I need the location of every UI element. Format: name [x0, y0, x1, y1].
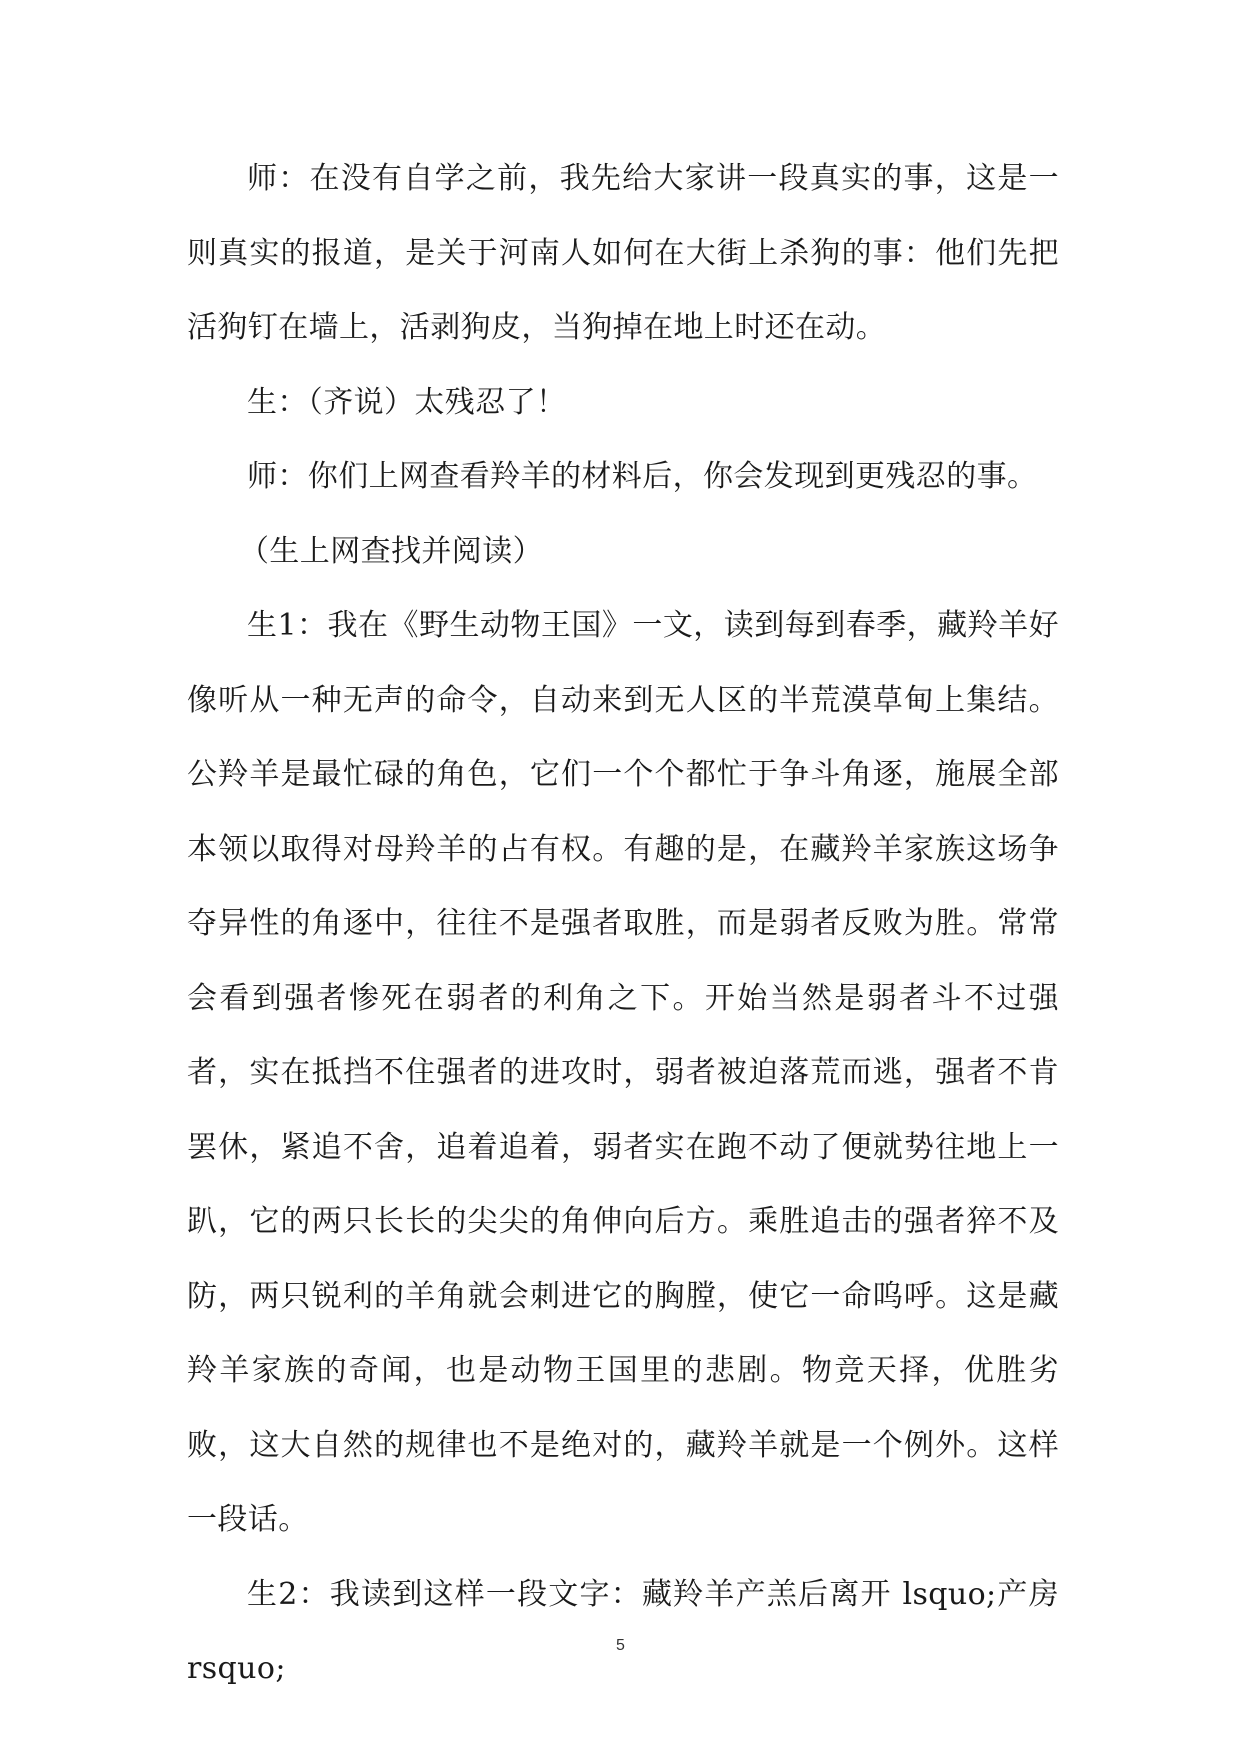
page-number: 5 — [616, 1637, 625, 1654]
paragraph-students-reply: 生：（齐说）太残忍了！ — [247, 384, 567, 420]
paragraph-stage-direction: （生上网查找并阅读） — [239, 533, 543, 569]
paragraph-teacher-prompt: 师：你们上网查看羚羊的材料后，你会发现到更残忍的事。 — [247, 459, 1038, 494]
document-body — [187, 142, 1059, 1707]
paragraph-teacher-story: 师：在没有自学之前，我先给大家讲一段真实的事，这是一则真实的报道，是关于河南人如何在大街上杀狗的事：他们先把活狗钉在墙上，活剥狗皮，当狗掉在地上时还在动。 — [187, 161, 1059, 345]
paragraph-student-2: 生2：我读到这样一段文字：藏羚羊产羔后离开 lsquo;产房 rsquo; — [187, 1576, 1059, 1686]
paragraph-student-1: 生1：我在《野生动物王国》一文，读到每到春季，藏羚羊好像听从一种无声的命令，自动来到无人区的半荒漠草甸上集结。公羚羊是最忙碌的角色，它们一个个都忙于争斗角逐，施展全部本领以取得对母羚羊的占有权。有趣的是，在藏羚羊家族这场争夺异性的角逐中，往往不是强者取胜，而是弱者反败为胜。常常会看到强者惨死在弱者的利角之下。开始当然是弱者斗不过强者，实在抵挡不住强者的进攻时，弱者被迫落荒而逃，强者不肯罢休，紧追不舍，追着追着，弱者实在跑不动了便就势往地上一趴，它的两只长长的尖尖的角伸向后方。乘胜追击的强者猝不及防，两只锐利的羊角就会刺进它的胸膛，使它一命呜呼。这是藏羚羊家族的奇闻，也是动物王国里的悲剧。物竞天择，优胜劣败，这大自然的规律也不是绝对的，藏羚羊就是一个例外。这样一段话。 — [187, 608, 1059, 1537]
